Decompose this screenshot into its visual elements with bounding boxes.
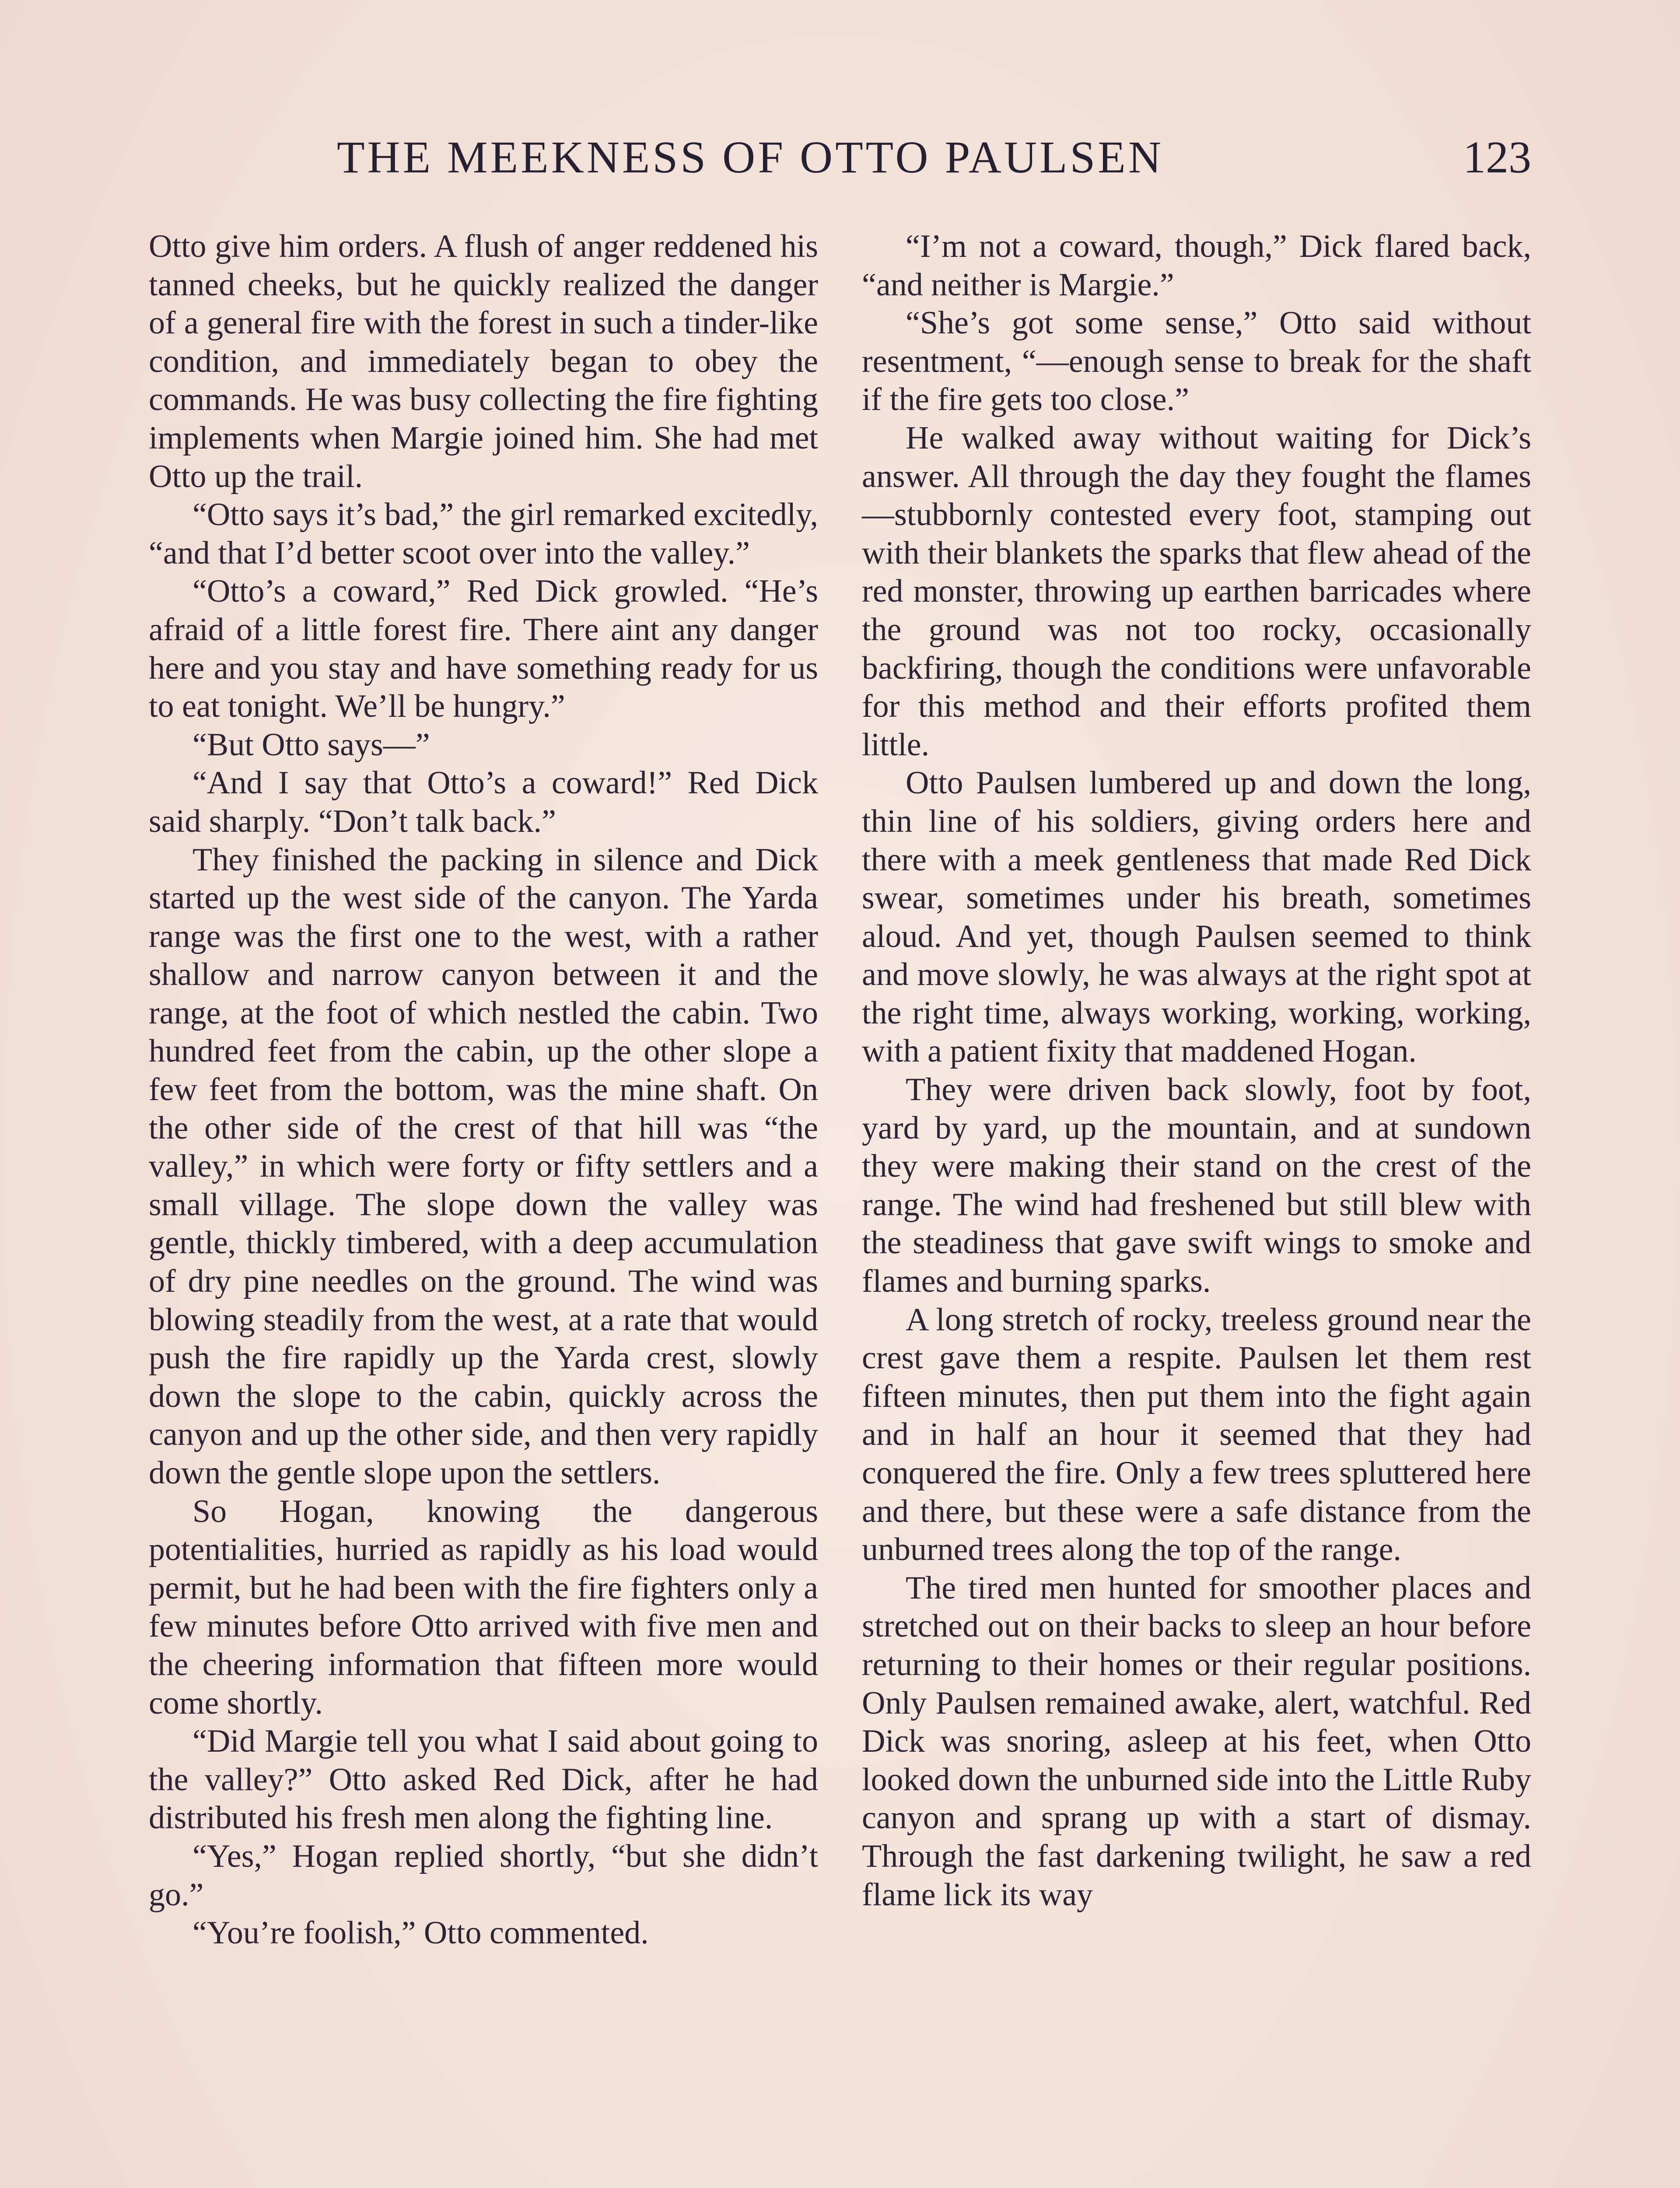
paragraph: “But Otto says—”: [192, 726, 430, 763]
paragraph: “Otto says it’s bad,” the girl remarked excitedly, “and that I’d better scoot over into the valley.”: [149, 497, 818, 571]
running-title: THE MEEKNESS OF OTTO PAULSEN: [337, 132, 1164, 182]
paragraph: “She’s got some sense,” Otto said without resentment, “—enough sense to break for the shaft if the fire gets too close.”: [862, 305, 1531, 418]
paragraph: “Yes,” Hogan replied shortly, “but she didn’t go.”: [149, 1838, 818, 1913]
paragraph: “I’m not a coward, though,” Dick flared back, “and neither is Margie.”: [862, 228, 1531, 303]
text-column-right: [862, 228, 1531, 1914]
paragraph: “And I say that Otto’s a coward!” Red Dick said sharply. “Don’t talk back.”: [149, 765, 818, 839]
paragraph: The tired men hunted for smoother places and stretched out on their backs to sleep an hour before returning to their homes or their regular positions. Only Paulsen remained awake, alert, watchful. Red Dick was snoring, asleep at his feet, when Otto looked down the unburned side into the Little Ruby canyon and sprang up with a start of dismay. Through the fast darkening twilight, he saw a red flame lick its way: [862, 1570, 1531, 1913]
paragraph: Otto Paulsen lumbered up and down the long, thin line of his soldiers, giving orders here and there with a meek gentleness that made Red Dick swear, sometimes under his breath, sometimes aloud. And yet, though Paulsen seemed to think and move slowly, he was always at the right spot at the right time, always working, working, working, with a patient fixity that maddened Hogan.: [862, 765, 1531, 1069]
paragraph: Otto give him orders. A flush of anger reddened his tanned cheeks, but he quickly realized the danger of a general fire with the forest in such a tinder-like condition, and immediately began to obey the commands. He was busy collecting the fire fighting implements when Margie joined him. She had met Otto up the trail.: [149, 228, 818, 494]
paragraph: “You’re foolish,” Otto commented.: [192, 1915, 649, 1951]
paragraph: He walked away without waiting for Dick’s answer. All through the day they fought the flames—stubbornly contested every foot, stamping out with their blankets the sparks that flew ahead of the red monster, throwing up earthen barricades where the ground was not too rocky, occasionally backfiring, though the conditions were unfavorable for this method and their efforts profited them little.: [862, 420, 1531, 763]
paragraph: “Did Margie tell you what I said about going to the valley?” Otto asked Red Dick, after he had distributed his fresh men along the fighting line.: [149, 1723, 818, 1836]
paragraph: They finished the packing in silence and Dick started up the west side of the canyon. The Yarda range was the first one to the west, with a rather shallow and narrow canyon between it and the range, at the foot of which nestled the cabin. Two hundred feet from the cabin, up the other slope a few feet from the bottom, was the mine shaft. On the other side of the crest of that hill was “the valley,” in which were forty or fifty settlers and a small village. The slope down the valley was gentle, thickly timbered, with a deep accumulation of dry pine needles on the ground. The wind was blowing steadily from the west, at a rate that would push the fire rapidly up the Yarda crest, slowly down the slope to the cabin, quickly across the canyon and up the other side, and then very rapidly down the gentle slope upon the settlers.: [149, 842, 818, 1491]
paragraph: “Otto’s a coward,” Red Dick growled. “He’s afraid of a little forest fire. There aint any danger here and you stay and have something ready for us to eat tonight. We’ll be hungry.”: [149, 573, 818, 725]
page-header: [149, 131, 1531, 188]
paragraph: So Hogan, knowing the dangerous potentialities, hurried as rapidly as his load would permit, but he had been with the fire fighters only a few minutes before Otto arrived with five men and the cheering information that fifteen more would come shortly.: [149, 1493, 818, 1721]
text-column-left: [149, 228, 818, 1953]
paragraph: They were driven back slowly, foot by foot, yard by yard, up the mountain, and at sundown they were making their stand on the crest of the range. The wind had freshened but still blew with the steadiness that gave swift wings to smoke and flames and burning sparks.: [862, 1072, 1531, 1300]
page-number: 123: [1463, 132, 1531, 182]
paragraph: A long stretch of rocky, treeless ground near the crest gave them a respite. Paulsen let them rest fifteen minutes, then put them into the fight again and in half an hour it seemed that they had conquered the fire. Only a few trees spluttered here and there, but these were a safe distance from the unburned trees along the top of the range.: [862, 1301, 1531, 1568]
